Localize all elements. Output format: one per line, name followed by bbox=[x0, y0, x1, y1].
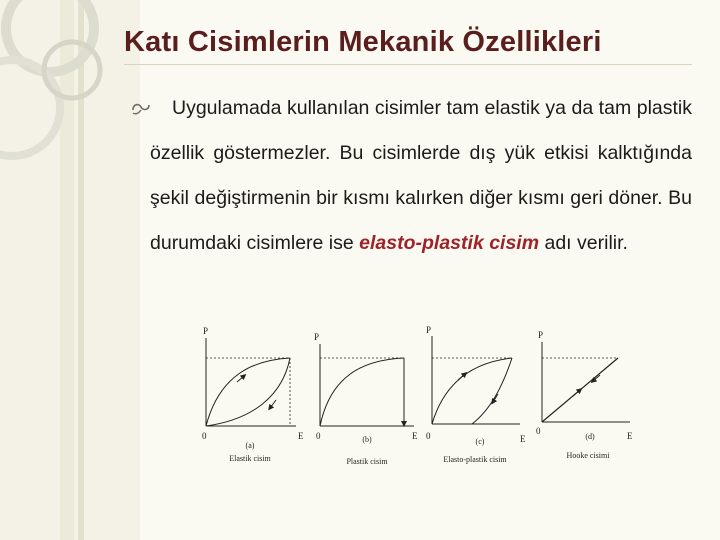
scroll-bullet-icon bbox=[130, 100, 152, 116]
panel-c-p-label: P bbox=[426, 325, 432, 335]
panel-b-tag: (b) bbox=[362, 435, 372, 444]
decorative-rings bbox=[0, 0, 140, 540]
panel-d-p-label: P bbox=[538, 330, 544, 340]
panel-a-elastic bbox=[202, 326, 304, 463]
panel-c-origin-label: 0 bbox=[426, 431, 431, 441]
panel-d-e-label: E bbox=[627, 431, 633, 441]
panel-a-caption: Elastik cisim bbox=[229, 454, 271, 463]
load-deformation-figure bbox=[190, 318, 660, 478]
body-paragraph bbox=[150, 86, 692, 266]
panel-d-origin-label: 0 bbox=[536, 426, 541, 436]
panel-b-plastic bbox=[314, 332, 418, 466]
panel-a-tag: (a) bbox=[245, 441, 255, 450]
panel-c-caption: Elasto-plastik cisim bbox=[443, 455, 507, 464]
panel-a-e-label: E bbox=[298, 431, 304, 441]
panel-c-tag: (c) bbox=[475, 437, 485, 446]
page-title: Katı Cisimlerin Mekanik Özellikleri bbox=[124, 26, 602, 58]
body-text-before: Uygulamada kullanılan cisimler tam elastik ya da tam plastik özellik göstermezler. Bu cisimlerde dış yük etkisi kalktığında şekil değiştirmenin bir kısmı kalırken diğer kısmı geri döner. Bu durumdaki cisimlere ise bbox=[150, 97, 692, 254]
panel-b-origin-label: 0 bbox=[316, 431, 321, 441]
panel-a-origin-label: 0 bbox=[202, 431, 207, 441]
panel-b-p-label: P bbox=[314, 332, 320, 342]
panel-c-e-label: E bbox=[520, 434, 526, 444]
highlight-term: elasto-plastik cisim bbox=[359, 232, 540, 254]
panel-c-elasto-plastic bbox=[426, 325, 526, 464]
title-divider bbox=[124, 64, 692, 65]
panel-d-caption: Hooke cisimi bbox=[566, 451, 610, 460]
panel-d-hooke bbox=[536, 330, 633, 460]
panel-d-tag: (d) bbox=[585, 432, 595, 441]
panel-b-caption: Plastik cisim bbox=[346, 457, 388, 466]
body-text-after: adı verilir. bbox=[539, 232, 628, 254]
panel-b-e-label: E bbox=[412, 431, 418, 441]
panel-a-p-label: P bbox=[203, 326, 209, 336]
